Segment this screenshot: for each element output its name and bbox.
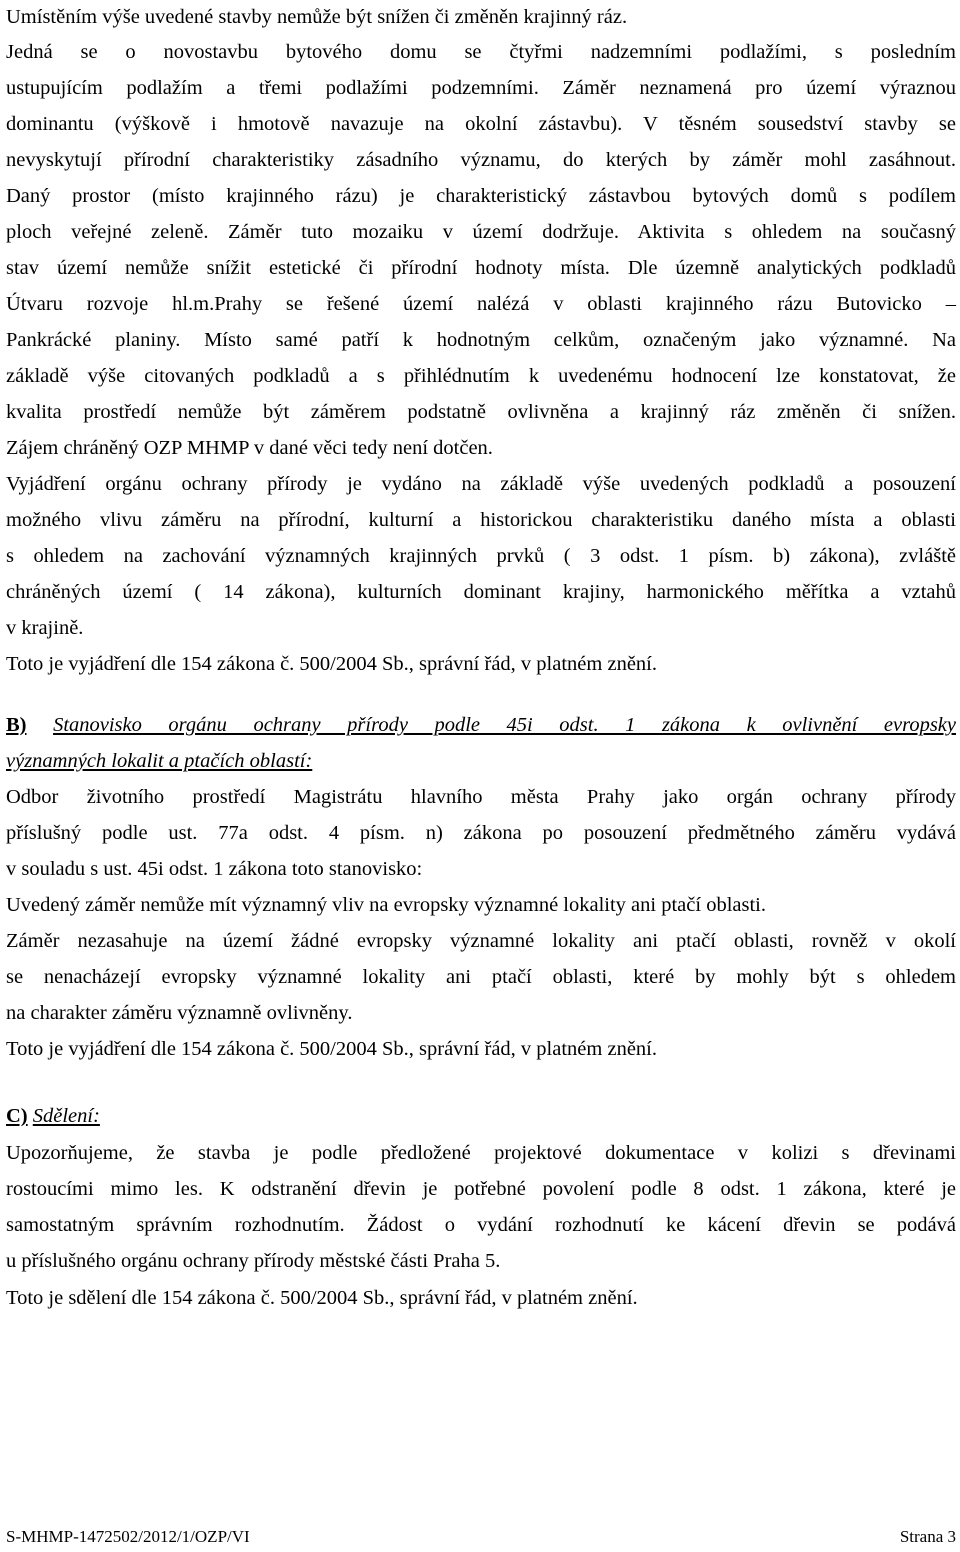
section-c-letter: C) [6,1105,28,1127]
paragraph-line: ploch veřejné zeleně. Záměr tuto mozaiku v území dodržuje. Aktivita s ohledem na současný [6,221,956,243]
paragraph-line: kvalita prostředí nemůže být záměrem podstatně ovlivněna a krajinný ráz změněn či snížen. [6,401,956,423]
paragraph-line: příslušný podle ust. 77a odst. 4 písm. n) zákona po posouzení předmětného záměru vydává [6,822,956,844]
paragraph-line: základě výše citovaných podkladů a s přihlédnutím k uvedenému hodnocení lze konstatovat, že [6,365,956,387]
paragraph-line: stav území nemůže snížit estetické či přírodní hodnoty místa. Dle územně analytických podkladů [6,257,956,279]
paragraph-line: se nenacházejí evropsky významné lokality ani ptačí oblasti, které by mohly být s ohledem [6,966,956,988]
paragraph-line: Upozorňujeme, že stavba je podle předložené projektové dokumentace v kolizi s dřevinami [6,1142,956,1164]
paragraph-line: ustupujícím podlažím a třemi podlažími podzemními. Záměr neznamená pro území výraznou [6,77,956,99]
paragraph-line: u příslušného orgánu ochrany přírody městské části Praha 5. [6,1250,501,1272]
page-number: Strana 3 [899,1527,956,1546]
paragraph-line: dominantu (výškově i hmotově navazuje na okolní zástavbu). V těsném sousedství stavby se [6,113,956,135]
paragraph-line: s ohledem na zachování významných krajinných prvků ( 3 odst. 1 písm. b) zákona), zvláště [6,545,956,567]
paragraph-line: Vyjádření orgánu ochrany přírody je vydáno na základě výše uvedených podkladů a posouzení [6,473,956,495]
section-c-heading [6,1098,956,1134]
page-footer [6,1522,956,1552]
paragraph-line: rostoucími mimo les. K odstranění dřevin je potřebné povolení podle 8 odst. 1 zákona, které je [6,1178,956,1200]
paragraph-line: možného vlivu záměru na přírodní, kulturní a historickou charakteristiku daného místa a oblasti [6,509,956,531]
paragraph-line: Pankrácké planiny. Místo samé patří k hodnotným celkům, označeným jako významné. Na [6,329,956,351]
paragraph-line: Útvaru rozvoje hl.m.Prahy se řešené území nalézá v oblasti krajinného rázu Butovicko – [6,293,956,315]
section-b-heading-text: Stanovisko orgánu ochrany přírody podle 45i odst. 1 zákona k ovlivnění evropsky [53,714,957,736]
paragraph-line: nevyskytují přírodní charakteristiky zásadního významu, do kterých by záměr mohl zasáhnout. [6,149,956,171]
paragraph-line: Toto je sdělení dle 154 zákona č. 500/2004 Sb., správní řád, v platném znění. [6,1287,638,1309]
paragraph-line: v krajině. [6,617,84,639]
paragraph-line: na charakter záměru významně ovlivněny. [6,1002,353,1024]
section-b-heading [6,707,956,743]
paragraph-line: Odbor životního prostředí Magistrátu hlavního města Prahy jako orgán ochrany přírody [6,786,956,808]
section-b-heading-cont: významných lokalit a ptačích oblastí: [6,750,313,772]
paragraph-line: samostatným správním rozhodnutím. Žádost o vydání rozhodnutí ke kácení dřevin se podává [6,1214,956,1236]
paragraph-line: Uvedený záměr nemůže mít významný vliv na evropsky významné lokality ani ptačí oblasti. [6,894,766,916]
section-b-letter: B) [6,714,27,736]
paragraph-line: Záměr nezasahuje na území žádné evropsky významné lokality ani ptačí oblasti, rovněž v okolí [6,930,956,952]
paragraph-line: Umístěním výše uvedené stavby nemůže být snížen či změněn krajinný ráz. [6,6,628,28]
paragraph-line: chráněných území ( 14 zákona), kulturních dominant krajiny, harmonického měřítka a vztahů [6,581,956,603]
section-c-heading-text: Sdělení: [32,1105,100,1127]
paragraph-line: Zájem chráněný OZP MHMP v dané věci tedy není dotčen. [6,437,493,459]
paragraph-line: Daný prostor (místo krajinného rázu) je charakteristický zástavbou bytových domů s podílem [6,185,956,207]
paragraph-line: Jedná se o novostavbu bytového domu se čtyřmi nadzemními podlažími, s posledním [6,41,956,63]
paragraph-line: Toto je vyjádření dle 154 zákona č. 500/2004 Sb., správní řád, v platném znění. [6,1038,657,1060]
paragraph-line: Toto je vyjádření dle 154 zákona č. 500/2004 Sb., správní řád, v platném znění. [6,653,657,675]
paragraph-line: v souladu s ust. 45i odst. 1 zákona toto stanovisko: [6,858,423,880]
document-reference: S-MHMP-1472502/2012/1/OZP/VI [6,1527,250,1546]
